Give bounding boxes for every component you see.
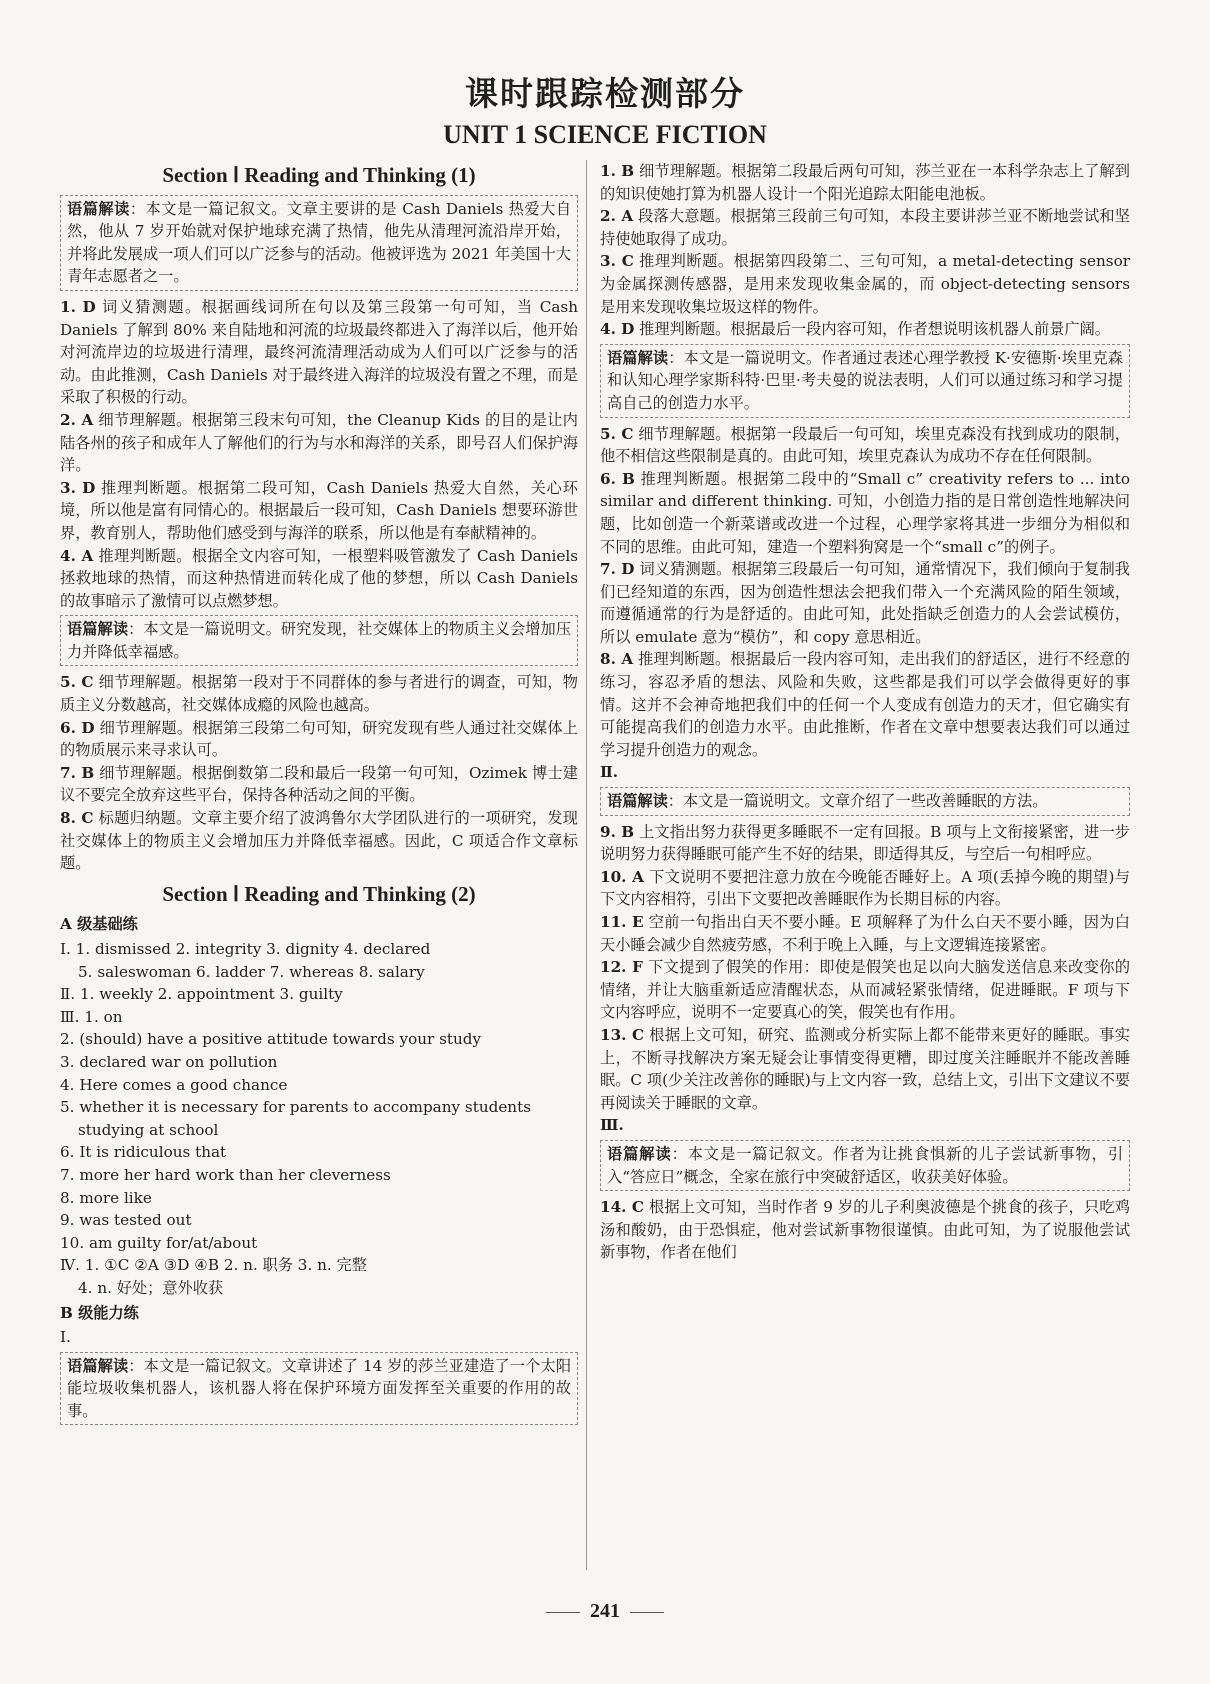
answer-line: 9. was tested out [60, 1211, 192, 1230]
page-number: 241 [0, 1600, 1210, 1623]
answer-line: Ⅰ. [60, 1328, 71, 1347]
answer-line: Ⅲ. 1. on [60, 1007, 123, 1026]
answer-line: 6. It is ridiculous that [60, 1143, 227, 1162]
answer-item: 7. B 细节理解题。根据倒数第二段和最后一段第一句可知，Ozimek 博士建议不要完全放弃这些平台，保持各种活动之间的平衡。 [60, 763, 578, 805]
passage-analysis-box [60, 195, 578, 291]
box-text: ：本文是一篇说明文。作者通过表述心理学教授 K·安德斯·埃里克森和认知心理学家斯科特·巴里·考夫曼的说法表明，人们可以通过练习和学习提高自己的创造力水平。 [607, 348, 1123, 412]
answer-item: 4. D 推理判断题。根据最后一段内容可知，作者想说明该机器人前景广阔。 [600, 320, 1110, 339]
part-heading: Ⅲ. [600, 1116, 624, 1135]
answer-item: 9. B 上文指出努力获得更多睡眠不一定有回报。B 项与上文衔接紧密，进一步说明努力获得睡眠可能产生不好的结果，即适得其反，与空后一句相呼应。 [600, 822, 1130, 864]
answer-item: 5. C 细节理解题。根据第一段最后一句可知，埃里克森没有找到成功的限制，他不相信这些限制是真的。由此可知，埃里克森认为成功不存在任何限制。 [600, 424, 1131, 466]
answer-line: 2. (should) have a positive attitude towards your study [60, 1030, 482, 1049]
box-label: 语篇解读 [607, 792, 668, 811]
answer-item: 12. F 下文提到了假笑的作用：即使是假笑也足以向大脑发送信息来改变你的情绪，并让大脑重新适应清醒状态，从而减轻紧张情绪，促进睡眠。F 项与下文内容呼应，说明不一定要真心的笑，假笑也有作用。 [600, 958, 1131, 1022]
answer-line: Ⅱ. 1. weekly 2. appointment 3. guilty [60, 985, 343, 1004]
box-label: 语篇解读 [67, 620, 129, 639]
answer-item: 7. D 词义猜测题。根据第三段最后一句可知，通常情况下，我们倾向于复制我们已经知道的东西，因为创造性想法会把我们带入一个充满风险的陌生领域，而遵循通常的行为是舒适的。由此可知，此处指缺乏创造力的人会尝试模仿，所以 emulate 意为“模仿”，和 copy 意思相近。 [600, 560, 1130, 646]
answer-item: 10. A 下文说明不要把注意力放在今晚能否睡好上。A 项(丢掉今晚的期望)与下文内容相符，引出下文要把改善睡眠作为长期目标的内容。 [600, 867, 1130, 909]
passage-analysis-box [600, 1140, 1130, 1191]
box-label: 语篇解读 [67, 1356, 129, 1375]
answer-line: 5. whether it is necessary for parents to accompany students [60, 1098, 531, 1117]
answer-item: 2. A 细节理解题。根据第三段末句可知，the Cleanup Kids 的目的是让内陆各州的孩子和成年人了解他们的行为与水和海洋的关系，即号召人们保护海洋。 [60, 410, 578, 475]
section-heading: Section Ⅰ Reading and Thinking (1) [162, 163, 476, 187]
passage-analysis-box [600, 787, 1130, 816]
level-heading: A 级基础练 [60, 915, 138, 934]
answer-line: 8. more like [60, 1188, 152, 1207]
answer-item: 4. A 推理判断题。根据全文内容可知，一根塑料吸管激发了 Cash Daniels 拯救地球的热情，而这种热情进而转化成了他的梦想，所以 Cash Daniels 的故事暗示了激情可以点燃梦想。 [60, 546, 578, 610]
answer-item: 3. D 推理判断题。根据第二段可知，Cash Daniels 热爱大自然，关心环境，所以他是富有同情心的。根据最后一段可知，Cash Daniels 想要环游世界，教育别人，帮助他们感受到与海洋的联系，所以他是有奉献精神的。 [60, 478, 578, 542]
unit-title: UNIT 1 SCIENCE FICTION [443, 120, 767, 149]
answer-item: 5. C 细节理解题。根据第一段对于不同群体的参与者进行的调查，可知，物质主义分数越高，社交媒体成瘾的风险也越高。 [60, 673, 578, 715]
answer-item: 1. B 细节理解题。根据第二段最后两句可知，莎兰亚在一本科学杂志上了解到的知识使她打算为机器人设计一个阳光追踪太阳能电池板。 [600, 162, 1130, 203]
passage-analysis-box [600, 344, 1130, 418]
answer-line: studying at school [78, 1120, 219, 1139]
box-text: ：本文是一篇说明文。研究发现，社交媒体上的物质主义会增加压力并降低幸福感。 [67, 620, 572, 661]
answer-item: 11. E 空前一句指出白天不要小睡。E 项解释了为什么白天不要小睡，因为白天小睡会减少自然疲劳感，不利于晚上入睡，与上文逻辑连接紧密。 [600, 913, 1130, 954]
box-text: ：本文是一篇说明文。文章介绍了一些改善睡眠的方法。 [667, 792, 1048, 811]
box-label: 语篇解读 [607, 348, 669, 367]
answer-line: 10. am guilty for/at/about [60, 1233, 258, 1252]
box-label: 语篇解读 [607, 1144, 672, 1163]
answer-item: 2. A 段落大意题。根据第三段前三句可知，本段主要讲莎兰亚不断地尝试和坚持使她取得了成功。 [600, 207, 1130, 248]
answer-item: 14. C 根据上文可知，当时作者 9 岁的儿子利奥波德是个挑食的孩子，只吃鸡汤和酸奶，由于恐惧症，他对尝试新事物很谨慎。由此可知，为了说服他尝试新事物，作者在他们 [600, 1198, 1130, 1262]
answer-line: 4. Here comes a good chance [60, 1075, 288, 1094]
answer-item: 1. D 词义猜测题。根据画线词所在句以及第三段第一句可知，当 Cash Daniels 了解到 80% 来自陆地和河流的垃圾最终都进入了海洋以后，他开始对河流岸边的垃圾进行清理，最终河流清理活动成为人们可以广泛参与的活动。由此推测，Cash Daniels 对于最终进入海洋的垃圾没有置之不理，而是采取了积极的行动。 [60, 297, 578, 407]
answer-line: 4. n. 好处；意外收获 [78, 1278, 224, 1297]
passage-analysis-box [60, 1352, 578, 1426]
part-heading: Ⅱ. [600, 763, 619, 782]
section-heading: Section Ⅰ Reading and Thinking (2) [162, 881, 476, 906]
answer-line: 7. more her hard work than her cleverness [60, 1165, 391, 1184]
answer-line: 5. saleswoman 6. ladder 7. whereas 8. salary [78, 962, 425, 981]
box-text: ：本文是一篇记叙文。文章讲述了 14 岁的莎兰亚建造了一个太阳能垃圾收集机器人，该机器人将在保护环境方面发挥至关重要的作用的故事。 [67, 1356, 572, 1420]
left-column [60, 160, 578, 1430]
box-label: 语篇解读 [67, 199, 130, 218]
answer-item: 8. C 标题归纳题。文章主要介绍了波鸿鲁尔大学团队进行的一项研究，发现社交媒体上的物质主义会增加压力并降低幸福感。因此，C 项适合作文章标题。 [60, 809, 578, 873]
answer-item: 13. C 根据上文可知，研究、监测或分析实际上都不能带来更好的睡眠。事实上，不断寻找解决方案无疑会让事情变得更糟，即过度关注睡眠并不能改善睡眠。C 项(少关注改善你的睡眠)与上文内容一致，总结上文，引出下文建议不要再阅读关于睡眠的文章。 [600, 1025, 1130, 1112]
answer-item: 6. B 推理判断题。根据第二段中的“Small c” creativity refers to ... into similar and different thinking. 可知，小创造力指的是日常创造性地解决问题，比如创造一个新菜谱或改进一个过程，心理学家将其进一步细分为相似和不同的思维。由此可知，建造一个塑料狗窝是一个“small c”的例子。 [600, 469, 1130, 556]
answer-line: 3. declared war on pollution [60, 1052, 278, 1071]
column-divider [586, 160, 587, 1570]
answer-item: 3. C 推理判断题。根据第四段第二、三句可知，a metal-detecting sensor 为金属探测传感器，是用来发现收集金属的，而 object-detecting sensors 是用来发现收集垃圾这样的物件。 [600, 252, 1130, 316]
answer-item: 8. A 推理判断题。根据最后一段内容可知，走出我们的舒适区，进行不经意的练习，容忍矛盾的想法、风险和失败，这些都是我们可以学会做得更好的事情。这并不会神奇地把我们中的任何一个人变成有创造力的天才，但它确实有可能提高我们的创造力水平。由此推断，作者在文章中想要表达我们可以通过学习提升创造力的观念。 [600, 650, 1130, 759]
page-title: 课时跟踪检测部分 [465, 74, 745, 113]
right-column [600, 160, 1130, 1264]
box-text: ：本文是一篇记叙文。文章主要讲的是 Cash Daniels 热爱大自然，他从 7 岁开始就对保护地球充满了热情，他先从清理河流沿岸开始，并将此发展成一项人们可以广泛参与的活动。他被评选为 2021 年美国十大青年志愿者之一。 [67, 199, 572, 286]
box-text: ：本文是一篇记叙文。作者为让挑食惧新的儿子尝试新事物，引入“答应日”概念，全家在旅行中突破舒适区，收获美好体验。 [607, 1144, 1124, 1186]
answer-line: Ⅳ. 1. ①C ②A ③D ④B 2. n. 职务 3. n. 完整 [60, 1256, 367, 1275]
answer-line: Ⅰ. 1. dismissed 2. integrity 3. dignity 4. declared [60, 940, 431, 958]
level-heading: B 级能力练 [60, 1303, 139, 1322]
passage-analysis-box [60, 615, 578, 666]
answer-item: 6. D 细节理解题。根据第三段第二句可知，研究发现有些人通过社交媒体上的物质展示来寻求认可。 [60, 718, 578, 760]
